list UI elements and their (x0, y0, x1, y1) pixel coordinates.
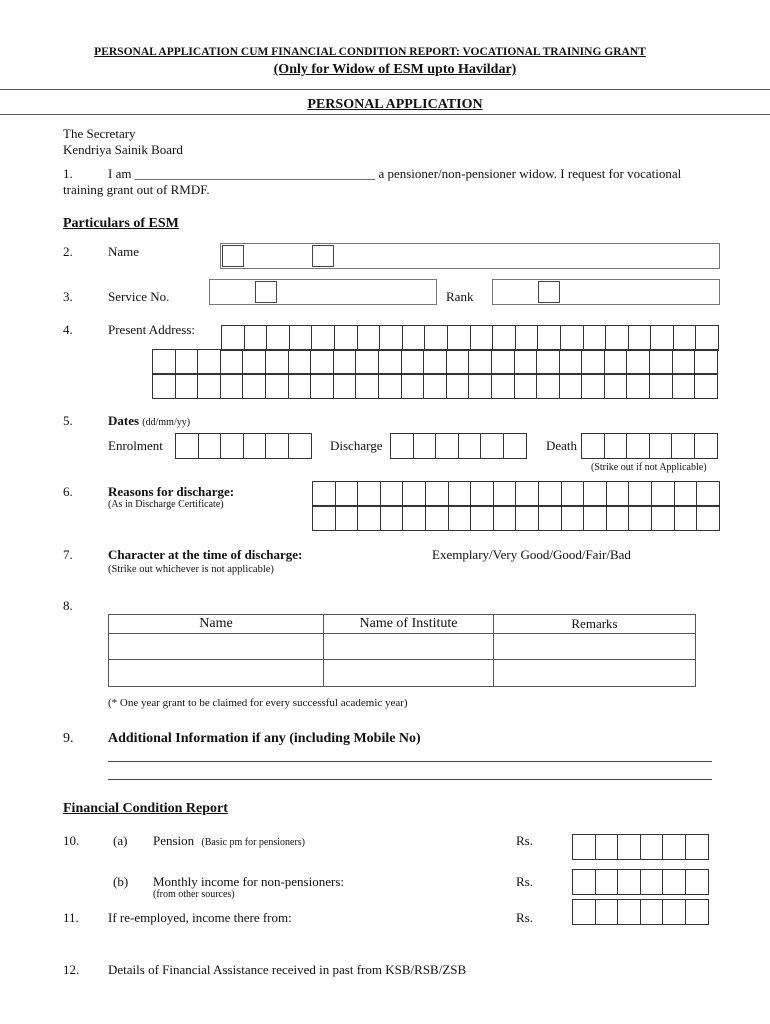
particulars-heading: Particulars of ESM (63, 216, 179, 231)
table-cell[interactable] (494, 660, 696, 687)
date-format: (dd/mm/yy) (142, 417, 191, 428)
box-cell[interactable] (605, 350, 628, 374)
item-number: 4. (63, 322, 73, 337)
dates-label: Dates (108, 413, 140, 428)
column-header-institute: Name of Institute (324, 615, 494, 634)
sub-marker: (a) (113, 833, 128, 848)
box-cell[interactable] (538, 326, 561, 350)
pension-heading (153, 833, 305, 849)
box-cell[interactable] (562, 506, 585, 530)
box-cell[interactable] (494, 506, 517, 530)
box-cell[interactable] (695, 350, 718, 374)
death-date-field[interactable] (581, 433, 718, 459)
box-cell (255, 281, 277, 303)
box-cell[interactable] (627, 434, 650, 458)
service-no-field[interactable] (209, 279, 437, 305)
box-cell[interactable] (221, 350, 244, 374)
box-cell[interactable] (313, 482, 336, 506)
item-number: 11. (63, 910, 79, 925)
addressee-line1: The Secretary (63, 126, 136, 141)
box-cell[interactable] (492, 350, 515, 374)
table-cell[interactable] (494, 634, 696, 660)
box-cell[interactable] (618, 835, 641, 859)
box-cell[interactable] (573, 870, 596, 894)
box-cell[interactable] (675, 482, 698, 506)
box-cell[interactable] (449, 482, 472, 506)
discharge-date-field[interactable] (390, 433, 527, 459)
box-cell[interactable] (696, 326, 719, 350)
box-cell[interactable] (289, 374, 312, 398)
box-cell[interactable] (562, 482, 585, 506)
box-cell[interactable] (573, 900, 596, 924)
box-cell[interactable] (313, 506, 336, 530)
box-cell[interactable] (672, 434, 695, 458)
name-label: Name (108, 244, 140, 259)
box-cell[interactable] (153, 350, 176, 374)
reasons-grid-row2[interactable] (312, 505, 720, 531)
box-cell[interactable] (469, 350, 492, 374)
item-number: 12. (63, 962, 80, 977)
box-cell[interactable] (176, 350, 199, 374)
reemployed-label: If re-employed, income there from: (108, 910, 292, 925)
declaration-text-cont: training grant out of RMDF. (63, 182, 210, 197)
box-cell[interactable] (379, 374, 402, 398)
reasons-label: Reasons for discharge: (108, 484, 235, 499)
box-cell[interactable] (222, 326, 245, 350)
box-cell[interactable] (629, 506, 652, 530)
box-cell[interactable] (358, 326, 381, 350)
box-cell[interactable] (243, 350, 266, 374)
pension-sub: (Basic pm for pensioners) (201, 837, 306, 848)
box-cell[interactable] (695, 434, 718, 458)
box-cell[interactable] (426, 482, 449, 506)
item-number: 5. (63, 413, 73, 428)
box-cell[interactable] (596, 835, 619, 859)
box-cell[interactable] (674, 326, 697, 350)
table-cell[interactable] (109, 660, 324, 687)
rank-label: Rank (446, 289, 474, 304)
box-cell[interactable] (673, 350, 696, 374)
box-cell[interactable] (652, 482, 675, 506)
address-grid-row1[interactable] (221, 325, 719, 351)
box-cell[interactable] (334, 350, 357, 374)
box-cell[interactable] (356, 374, 379, 398)
box-cell[interactable] (605, 374, 628, 398)
declaration-text: I am _____________________________________ a pensioner/non-pensioner widow. I request for vocational (108, 166, 682, 181)
item-number: 6. (63, 484, 73, 499)
box-cell[interactable] (424, 350, 447, 374)
box-cell[interactable] (391, 434, 414, 458)
box-cell[interactable] (425, 326, 448, 350)
box-cell[interactable] (686, 835, 709, 859)
box-cell[interactable] (629, 326, 652, 350)
box-cell[interactable] (573, 835, 596, 859)
box-cell[interactable] (651, 326, 674, 350)
past-assistance-label: Details of Financial Assistance received in past from KSB/RSB/ZSB (108, 962, 467, 977)
box-cell[interactable] (618, 870, 641, 894)
box-cell[interactable] (492, 374, 515, 398)
box-cell[interactable] (650, 374, 673, 398)
financial-heading: Financial Condition Report (63, 801, 228, 816)
column-header-name: Name (109, 615, 324, 634)
box-cell[interactable] (459, 434, 482, 458)
box-cell[interactable] (335, 326, 358, 350)
box-cell[interactable] (697, 482, 720, 506)
box-cell[interactable] (481, 434, 504, 458)
box-cell[interactable] (336, 482, 359, 506)
divider (0, 89, 770, 90)
box-cell[interactable] (244, 434, 267, 458)
box-cell[interactable] (447, 374, 470, 398)
box-cell[interactable] (245, 326, 268, 350)
box-cell[interactable] (641, 870, 664, 894)
enrolment-date-field[interactable] (175, 433, 312, 459)
additional-info-line[interactable] (108, 761, 712, 762)
box-cell[interactable] (629, 482, 652, 506)
box-cell[interactable] (663, 870, 686, 894)
address-grid-row3[interactable] (152, 373, 718, 399)
box-cell[interactable] (560, 350, 583, 374)
box-cell (222, 245, 244, 267)
monthly-income-sub: (from other sources) (153, 889, 235, 900)
box-cell[interactable] (403, 482, 426, 506)
item-number: 3. (63, 289, 73, 304)
reasons-sub: (As in Discharge Certificate) (108, 499, 224, 510)
box-cell[interactable] (426, 506, 449, 530)
box-cell[interactable] (436, 434, 459, 458)
box-cell[interactable] (334, 374, 357, 398)
box-cell[interactable] (516, 326, 539, 350)
enrolment-label: Enrolment (108, 438, 163, 453)
box-cell[interactable] (358, 482, 381, 506)
box-cell[interactable] (267, 326, 290, 350)
reemployed-amount-field[interactable] (572, 899, 709, 925)
box-cell[interactable] (243, 374, 266, 398)
strike-out-note: (Strike out if not Applicable) (591, 462, 707, 473)
box-cell[interactable] (582, 434, 605, 458)
box-cell[interactable] (516, 482, 539, 506)
address-label: Present Address: (108, 322, 196, 337)
item-number: 2. (63, 244, 73, 259)
box-cell[interactable] (641, 835, 664, 859)
addressee-line2: Kendriya Sainik Board (63, 142, 183, 157)
box-cell[interactable] (686, 870, 709, 894)
table-cell[interactable] (324, 634, 494, 660)
box-cell[interactable] (449, 506, 472, 530)
box-cell[interactable] (289, 434, 312, 458)
box-cell[interactable] (447, 350, 470, 374)
box-cell[interactable] (504, 434, 527, 458)
box-cell[interactable] (403, 326, 426, 350)
additional-info-label: Additional Information if any (including Mobile No) (108, 731, 421, 746)
box-cell[interactable] (673, 374, 696, 398)
rs-label: Rs. (516, 874, 533, 889)
education-table (108, 614, 696, 687)
box-cell[interactable] (198, 350, 221, 374)
box-cell[interactable] (266, 374, 289, 398)
box-cell[interactable] (695, 374, 718, 398)
box-cell[interactable] (618, 900, 641, 924)
sub-marker: (b) (113, 874, 129, 889)
divider (0, 114, 770, 115)
box-cell[interactable] (539, 482, 562, 506)
box-cell[interactable] (582, 350, 605, 374)
box-cell[interactable] (627, 374, 650, 398)
box-cell[interactable] (266, 434, 289, 458)
grant-note: (* One year grant to be claimed for every successful academic year) (108, 697, 408, 709)
pension-amount-field[interactable] (572, 834, 709, 860)
box-cell[interactable] (176, 374, 199, 398)
service-no-label: Service No. (108, 289, 170, 304)
box-cell[interactable] (561, 326, 584, 350)
box-cell[interactable] (471, 326, 494, 350)
name-field[interactable] (220, 243, 720, 269)
box-cell[interactable] (198, 374, 221, 398)
rs-label: Rs. (516, 910, 533, 925)
dates-heading (108, 413, 190, 429)
form-subtitle: (Only for Widow of ESM upto Havildar) (273, 62, 517, 77)
item-number: 10. (63, 833, 80, 848)
box-cell[interactable] (675, 506, 698, 530)
additional-info-line[interactable] (108, 779, 712, 780)
box-cell[interactable] (402, 374, 425, 398)
box-cell[interactable] (606, 326, 629, 350)
box-cell[interactable] (515, 350, 538, 374)
box-cell[interactable] (424, 374, 447, 398)
form-title: PERSONAL APPLICATION CUM FINANCIAL CONDITION REPORT: VOCATIONAL TRAINING GRANT (94, 46, 646, 58)
box-cell[interactable] (641, 900, 664, 924)
box-cell[interactable] (311, 350, 334, 374)
box-cell[interactable] (605, 434, 628, 458)
box-cell[interactable] (697, 506, 720, 530)
rank-field[interactable] (492, 279, 720, 305)
box-cell[interactable] (584, 482, 607, 506)
monthly-income-label: Monthly income for non-pensioners: (153, 874, 344, 889)
box-cell[interactable] (176, 434, 199, 458)
section-title: PERSONAL APPLICATION (307, 97, 483, 112)
box-cell[interactable] (356, 350, 379, 374)
character-options[interactable]: Exemplary/Very Good/Good/Fair/Bad (432, 547, 631, 562)
reasons-grid-row1[interactable] (312, 481, 720, 507)
box-cell[interactable] (607, 482, 630, 506)
item-number: 8. (63, 598, 73, 613)
box-cell[interactable] (560, 374, 583, 398)
box-cell[interactable] (686, 900, 709, 924)
box-cell[interactable] (584, 326, 607, 350)
box-cell[interactable] (494, 482, 517, 506)
box-cell[interactable] (469, 374, 492, 398)
box-cell[interactable] (381, 506, 404, 530)
item-number: 1. (63, 166, 73, 181)
box-cell[interactable] (336, 506, 359, 530)
box-cell[interactable] (515, 374, 538, 398)
box-cell[interactable] (663, 835, 686, 859)
box-cell[interactable] (596, 900, 619, 924)
pension-label: Pension (153, 833, 195, 848)
item-number: 9. (63, 731, 74, 746)
box-cell[interactable] (289, 350, 312, 374)
box-cell[interactable] (290, 326, 313, 350)
box-cell (538, 281, 560, 303)
table-row (109, 634, 696, 660)
table-cell[interactable] (109, 634, 324, 660)
box-cell[interactable] (448, 326, 471, 350)
address-grid-row2[interactable] (152, 349, 718, 375)
character-sub: (Strike out whichever is not applicable) (108, 564, 274, 575)
table-row (109, 660, 696, 687)
box-cell (312, 245, 334, 267)
box-cell[interactable] (471, 482, 494, 506)
box-cell[interactable] (312, 326, 335, 350)
box-cell[interactable] (539, 506, 562, 530)
box-cell[interactable] (221, 434, 244, 458)
column-header-remarks: Remarks (494, 615, 696, 634)
discharge-label: Discharge (330, 438, 383, 453)
box-cell[interactable] (652, 506, 675, 530)
box-cell[interactable] (596, 870, 619, 894)
box-cell[interactable] (266, 350, 289, 374)
box-cell[interactable] (311, 374, 334, 398)
box-cell[interactable] (516, 506, 539, 530)
box-cell[interactable] (358, 506, 381, 530)
box-cell[interactable] (493, 326, 516, 350)
box-cell[interactable] (380, 326, 403, 350)
box-cell[interactable] (537, 374, 560, 398)
box-cell[interactable] (663, 900, 686, 924)
box-cell[interactable] (221, 374, 244, 398)
box-cell[interactable] (607, 506, 630, 530)
box-cell[interactable] (381, 482, 404, 506)
box-cell[interactable] (403, 506, 426, 530)
box-cell[interactable] (582, 374, 605, 398)
box-cell[interactable] (402, 350, 425, 374)
box-cell[interactable] (199, 434, 222, 458)
box-cell[interactable] (414, 434, 437, 458)
box-cell[interactable] (627, 350, 650, 374)
box-cell[interactable] (650, 434, 673, 458)
monthly-income-amount-field[interactable] (572, 869, 709, 895)
box-cell[interactable] (537, 350, 560, 374)
box-cell[interactable] (153, 374, 176, 398)
death-label: Death (546, 438, 578, 453)
box-cell[interactable] (379, 350, 402, 374)
item-number: 7. (63, 547, 73, 562)
box-cell[interactable] (650, 350, 673, 374)
rs-label: Rs. (516, 833, 533, 848)
character-label: Character at the time of discharge: (108, 547, 303, 562)
table-cell[interactable] (324, 660, 494, 687)
box-cell[interactable] (584, 506, 607, 530)
box-cell[interactable] (471, 506, 494, 530)
